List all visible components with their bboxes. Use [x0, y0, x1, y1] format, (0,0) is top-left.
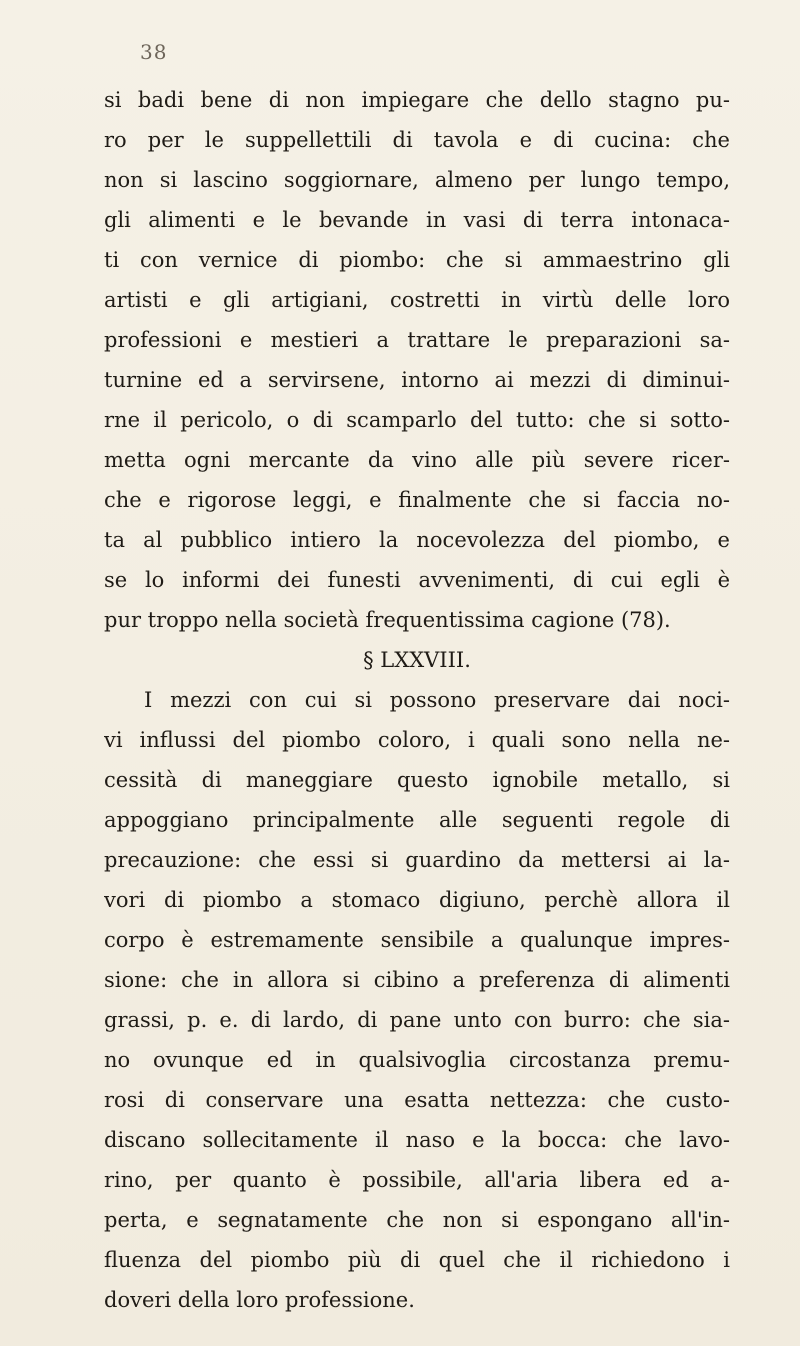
text-line: doveri della loro professione. [104, 1288, 415, 1312]
text-line: vori di piombo a stomaco digiuno, perchè allora il [104, 888, 730, 912]
text-line: non si lascino soggiornare, almeno per lungo tempo, [104, 168, 730, 192]
text-line: grassi, p. e. di lardo, di pane unto con burro: che sia- [104, 1008, 730, 1032]
section-heading: § LXXVIII. [363, 648, 471, 672]
text-line: rino, per quanto è possibile, all'aria libera ed a- [104, 1168, 730, 1192]
text-line: si badi bene di non impiegare che dello stagno pu- [104, 88, 730, 112]
text-line: fluenza del piombo più di quel che il richiedono i [104, 1248, 730, 1272]
text-line: cessità di maneggiare questo ignobile metallo, si [104, 768, 730, 792]
text-line: professioni e mestieri a trattare le preparazioni sa- [104, 328, 730, 352]
text-line: se lo informi dei funesti avvenimenti, di cui egli è [104, 568, 730, 592]
text-line: I mezzi con cui si possono preservare dai noci- [144, 688, 730, 712]
text-line: rosi di conservare una esatta nettezza: che custo- [104, 1088, 730, 1112]
text-line: perta, e segnatamente che non si espongano all'in- [104, 1208, 730, 1232]
text-line: no ovunque ed in qualsivoglia circostanza premu- [104, 1048, 730, 1072]
paragraph-1 [104, 80, 730, 640]
text-line: metta ogni mercante da vino alle più severe ricer- [104, 448, 730, 472]
text-line: sione: che in allora si cibino a preferenza di alimenti [104, 968, 730, 992]
text-line: rne il pericolo, o di scamparlo del tutto: che si sotto- [104, 408, 730, 432]
text-line: vi influssi del piombo coloro, i quali sono nella ne- [104, 728, 730, 752]
paragraph-2 [104, 680, 730, 1320]
page-number: 38 [140, 40, 168, 64]
text-line: ti con vernice di piombo: che si ammaestrino gli [104, 248, 730, 272]
text-line: corpo è estremamente sensibile a qualunque impres- [104, 928, 730, 952]
text-line: pur troppo nella società frequentissima cagione (78). [104, 608, 671, 632]
text-line: che e rigorose leggi, e finalmente che si faccia no- [104, 488, 730, 512]
text-line: ro per le suppellettili di tavola e di cucina: che [104, 128, 730, 152]
text-line: artisti e gli artigiani, costretti in virtù delle loro [104, 288, 730, 312]
text-line: appoggiano principalmente alle seguenti regole di [104, 808, 730, 832]
text-line: gli alimenti e le bevande in vasi di terra intonaca- [104, 208, 730, 232]
text-line: precauzione: che essi si guardino da mettersi ai la- [104, 848, 730, 872]
text-line: turnine ed a servirsene, intorno ai mezzi di diminui- [104, 368, 730, 392]
text-line: discano sollecitamente il naso e la bocca: che lavo- [104, 1128, 730, 1152]
text-line: ta al pubblico intiero la nocevolezza del piombo, e [104, 528, 730, 552]
page-text [104, 80, 730, 1320]
